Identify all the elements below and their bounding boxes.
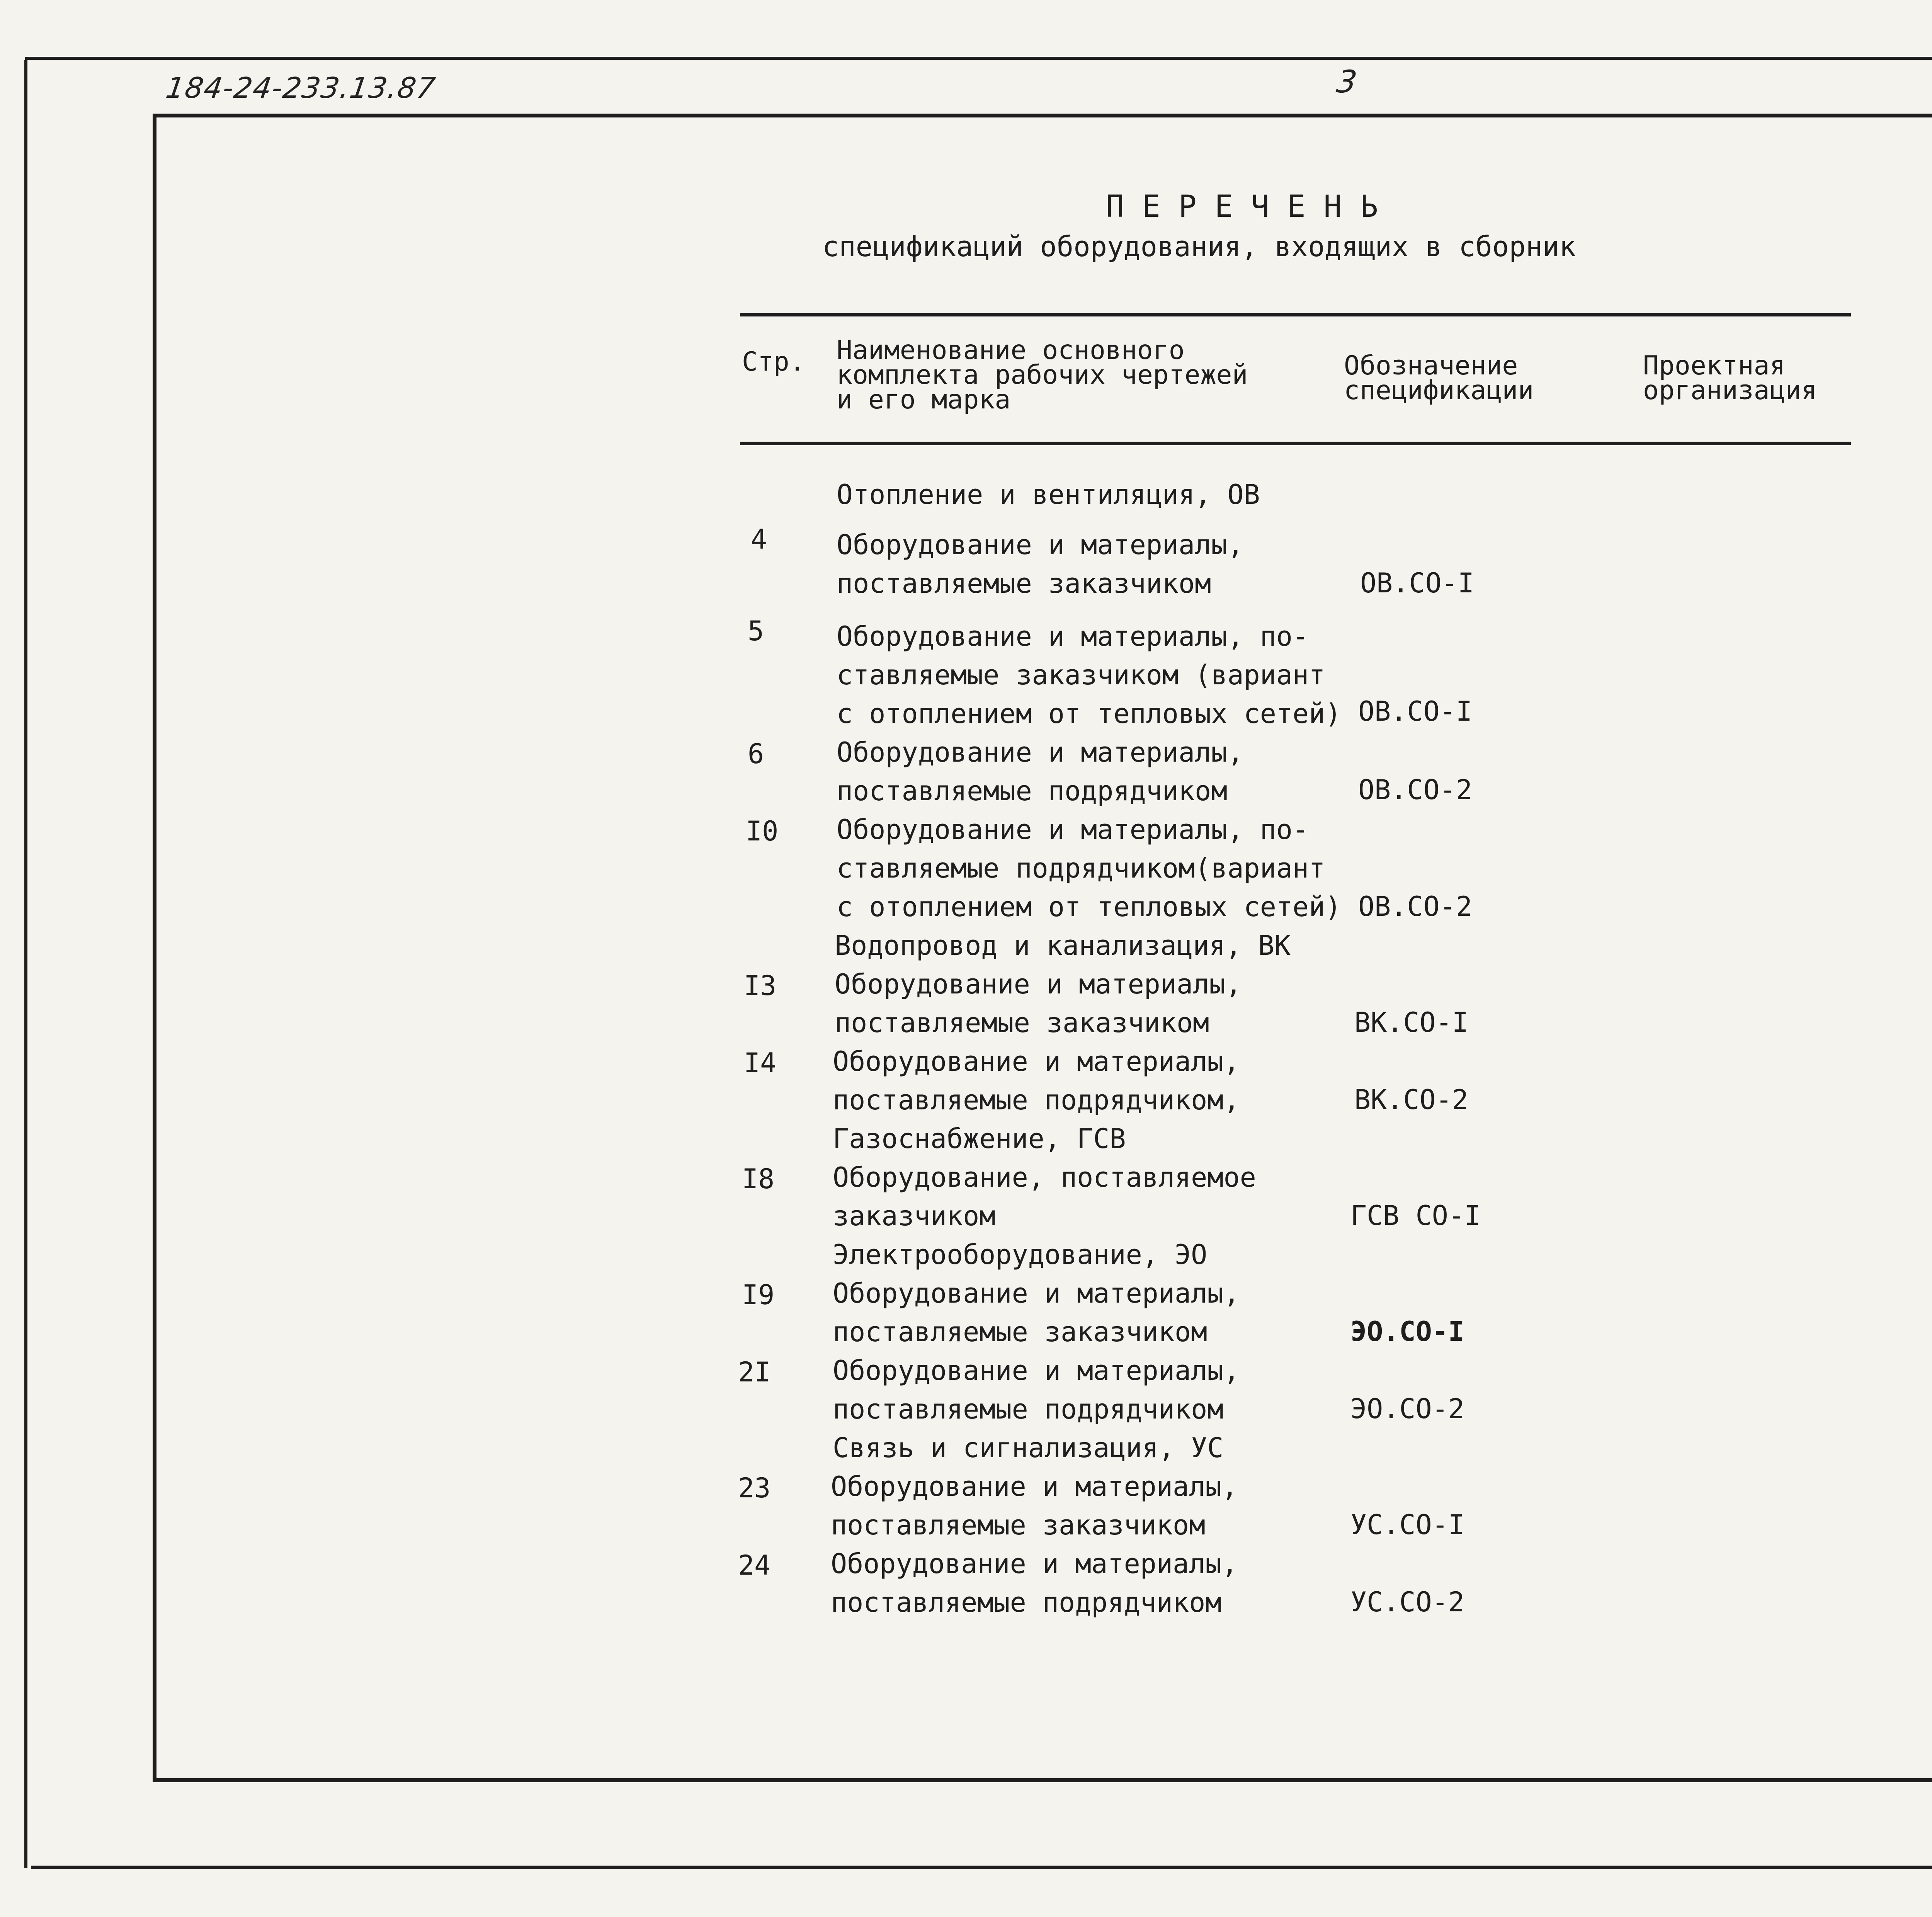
row-name-line: Оборудование и материалы, (835, 968, 1242, 1000)
row-page: 24 (738, 1550, 771, 1581)
section-heading: Отопление и вентиляция, ОВ (837, 479, 1260, 510)
frame-top (153, 114, 1932, 117)
sheet-border-top (25, 57, 1932, 60)
section-heading: Водопровод и канализация, ВК (835, 930, 1291, 961)
row-designation: ГСВ СО-I (1350, 1200, 1481, 1232)
row-page: 5 (748, 615, 764, 647)
column-header-name-2: комплекта рабочих чертежей (837, 360, 1248, 390)
row-page: I9 (742, 1279, 775, 1311)
column-header-organization-1: Проектная (1643, 350, 1786, 381)
row-name-line: поставляемые заказчиком (837, 568, 1211, 599)
row-name-line: Оборудование, поставляемое (833, 1162, 1256, 1193)
row-name-line: поставляемые заказчиком (831, 1509, 1206, 1541)
row-page: 4 (751, 524, 767, 555)
page-number: 3 (1334, 64, 1360, 100)
column-header-page: Стр. (742, 347, 805, 377)
row-name-line: Оборудование и материалы, (837, 529, 1244, 561)
row-name-line: поставляемые заказчиком (833, 1316, 1208, 1348)
frame-bottom (155, 1778, 1932, 1782)
column-header-designation-1: Обозначение (1344, 350, 1518, 381)
row-name-line: Оборудование и материалы, по- (837, 621, 1309, 652)
row-designation: ОВ.СО-I (1360, 567, 1475, 599)
row-name-line: Оборудование и материалы, (837, 737, 1244, 768)
row-name-line: ставляемые подрядчиком(вариант (837, 852, 1325, 884)
row-page: I3 (744, 970, 777, 1002)
row-designation: ВК.СО-2 (1354, 1084, 1469, 1116)
row-page: 6 (748, 738, 764, 770)
row-name-line: поставляемые подрядчиком (833, 1393, 1224, 1425)
sheet-border-bottom (31, 1866, 1932, 1869)
row-name-line: поставляемые подрядчиком (837, 775, 1228, 807)
row-name-line: поставляемые подрядчиком (831, 1587, 1222, 1618)
row-page: 23 (738, 1472, 771, 1504)
row-page: I0 (746, 815, 779, 847)
section-heading: Связь и сигнализация, УС (833, 1432, 1224, 1464)
row-designation: ЭО.СО-2 (1350, 1393, 1465, 1425)
column-header-name-3: и его марка (837, 384, 1011, 415)
frame-left (153, 114, 156, 1782)
document-title: П Е Р Е Ч Е Н Ь (1106, 189, 1378, 224)
row-designation: ЭО.СО-I (1350, 1316, 1465, 1347)
row-name-line: Оборудование и материалы, (833, 1355, 1240, 1386)
column-header-name-1: Наименование основного (837, 335, 1185, 366)
row-designation: УС.СО-2 (1350, 1586, 1465, 1618)
row-designation: УС.СО-I (1350, 1509, 1465, 1541)
row-name-line: поставляемые подрядчиком, (833, 1084, 1240, 1116)
section-heading: Электрооборудование, ЭО (833, 1239, 1208, 1271)
row-page: I8 (742, 1163, 775, 1195)
row-name-line: заказчиком (833, 1200, 996, 1232)
column-header-organization-2: организация (1643, 375, 1817, 406)
row-name-line: ставляемые заказчиком (вариант (837, 659, 1325, 691)
document-code: 184-24-233.13.87 (163, 71, 438, 105)
row-name-line: Оборудование и материалы, (831, 1471, 1238, 1502)
row-name-line: Оборудование и материалы, (833, 1046, 1240, 1077)
column-header-designation-2: спецификации (1344, 375, 1534, 406)
row-designation: ОВ.СО-I (1358, 696, 1473, 727)
row-designation: ОВ.СО-2 (1358, 891, 1473, 922)
section-heading: Газоснабжение, ГСВ (833, 1123, 1126, 1155)
document-subtitle: спецификаций оборудования, входящих в сборник (822, 230, 1576, 263)
row-page: I4 (744, 1047, 777, 1079)
table-header-rule (740, 442, 1851, 445)
sheet-border-left (24, 60, 27, 1868)
row-name-line: поставляемые заказчиком (835, 1007, 1209, 1039)
table-top-rule (740, 313, 1851, 316)
row-name-line: Оборудование и материалы, (831, 1548, 1238, 1580)
row-name-line: с отоплением от тепловых сетей) (837, 698, 1342, 730)
row-name-line: Оборудование и материалы, (833, 1277, 1240, 1309)
row-designation: ВК.СО-I (1354, 1007, 1469, 1038)
row-name-line: с отоплением от тепловых сетей) (837, 891, 1342, 923)
row-designation: ОВ.СО-2 (1358, 774, 1473, 806)
row-name-line: Оборудование и материалы, по- (837, 814, 1309, 845)
row-page: 2I (738, 1356, 771, 1388)
